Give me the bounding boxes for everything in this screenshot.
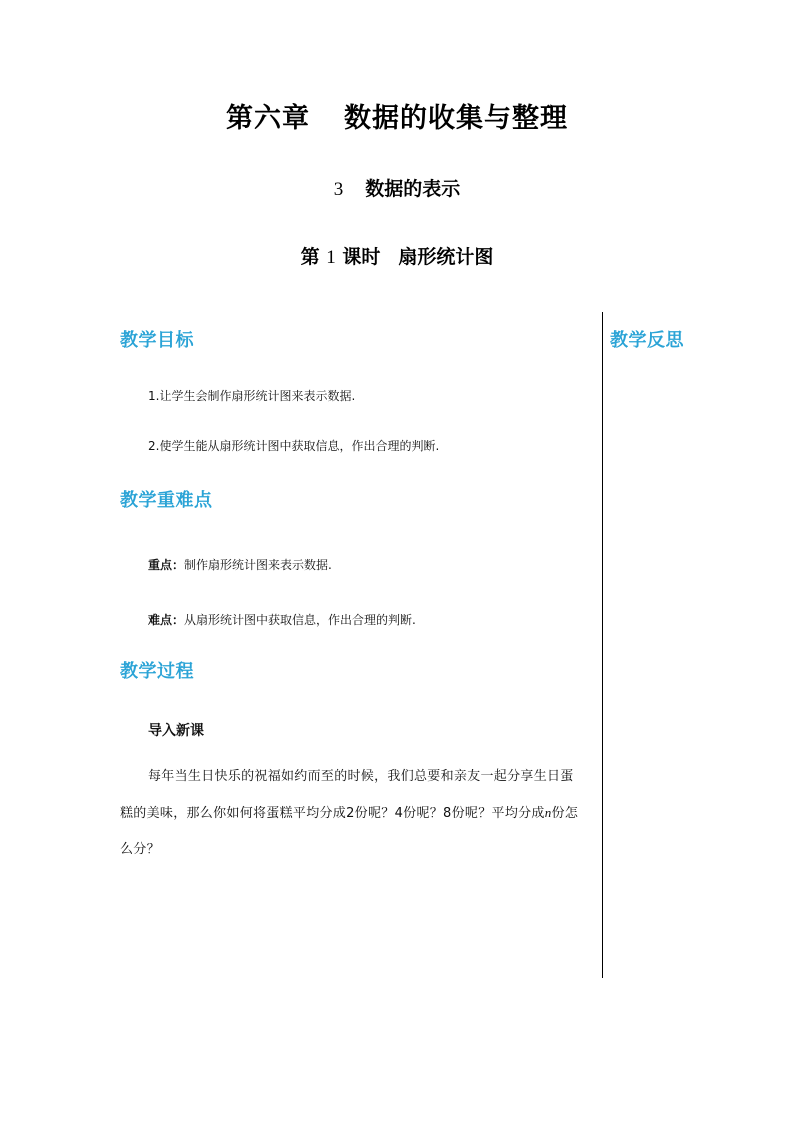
section-number: 3 [333,179,344,200]
heading-process: 教学过程 [120,661,194,682]
difficulty-line [148,611,416,628]
chapter-name: 数据的收集与整理 [344,103,568,134]
lesson-suffix: 课时 [342,246,381,268]
section-name: 数据的表示 [365,178,461,200]
variable-n: n [544,805,552,820]
lesson-number: 1 [326,247,336,268]
heading-reflection: 教学反思 [610,330,684,351]
focus-line [148,556,332,573]
line2-post: 份怎 [551,806,579,821]
lesson-name: 扇形统计图 [398,246,494,268]
intro-paragraph-line-1: 每年当生日快乐的祝福如约而至的时候，我们总要和亲友一起分享生日蛋 [148,769,574,784]
lesson-title [0,242,794,269]
goal-item-1: 1.让学生会制作扇形统计图来表示数据. [148,389,356,403]
focus-label: 重点： [148,558,185,572]
section-title [0,174,794,201]
goal-item-2: 2.使学生能从扇形统计图中获取信息，作出合理的判断. [148,439,440,453]
focus-text: 制作扇形统计图来表示数据. [184,558,332,572]
intro-title: 导入新课 [148,723,204,739]
chapter-number: 第六章 [226,103,310,134]
intro-paragraph-line-3: 么分？ [120,842,160,857]
intro-paragraph-line-2 [120,802,578,821]
chapter-title [0,96,794,135]
difficulty-label: 难点： [148,613,185,627]
column-divider [602,312,603,978]
difficulty-text: 从扇形统计图中获取信息，作出合理的判断. [184,613,416,627]
lesson-prefix: 第 [300,246,320,268]
heading-goals: 教学目标 [120,330,194,351]
heading-key-points: 教学重难点 [120,490,213,511]
line2-pre: 糕的美味，那么你如何将蛋糕平均分成2份呢？4份呢？8份呢？平均分成 [120,806,545,821]
